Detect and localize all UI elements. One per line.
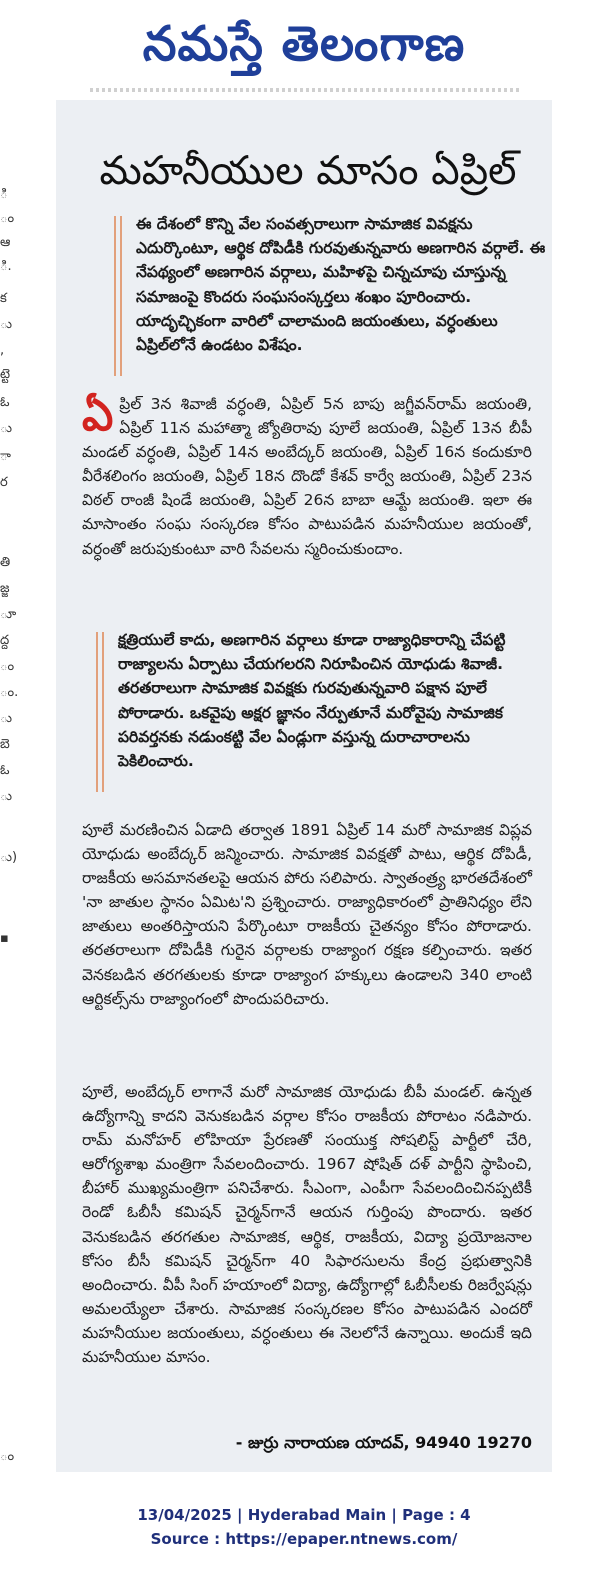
paragraph-text: పూలే, అంబేద్కర్ లాగానే మరో సామాజిక యోధుడు బీపీ మండల్. ఉన్నత ఉద్యోగాన్ని కాదని వెనుకబడిన వర్గాల కోసం రాజకీయ పోరాటం నడిపారు. రామ్ మనోహర్ లోహియా ప్రేరణతో సంయుక్త సోషలిస్ట్ పార్టీలో చేరి, ఆరోగ్యశాఖ మంత్రిగా సేవలందించారు. 1967 షోషిత్ దళ్ పార్టీని స్థాపించి, బీహార్ ముఖ్యమంత్రిగా పనిచేశారు. సీఎంగా, ఎంపీగా సేవలందించినప్పటికీ రెండో ఓబీసీ కమిషన్ చైర్మన్‌గానే ఆయన గుర్తింపు పొందారు. ఇతర వెనుకబడిన తరగతుల సామాజిక, ఆర్థిక, రాజకీయ, విద్యా ప్రయోజనాల కోసం బీసీ కమిషన్ చైర్మన్‌గా 40 సిఫారసులను కేంద్ర ప్రభుత్వానికి అందించారు. వీపీ సింగ్ హయాంలో విద్యా, ఉద్యోగాల్లో ఓబీసీలకు రిజర్వేషన్లు అమలయ్యేలా చేశారు. సామాజిక సంస్కరణల కోసం పాటుపడిన ఎందరో మహనీయుల జయంతులు, వర్ధంతులు ఈ నెలలోనే ఉన్నాయి. అందుకే ఇది మహనీయుల మాసం. (82, 1083, 532, 1367)
fragment-text: ం. (0, 685, 19, 700)
pull-quote-shivaji (92, 628, 550, 798)
pull-quote-intro (110, 212, 548, 382)
drop-cap: ఏ (82, 390, 114, 441)
adjacent-column-fragment (0, 95, 19, 1495)
fragment-text: క (0, 291, 7, 306)
fragment-text: తి (0, 555, 11, 570)
author-byline: - జుర్రు నారాయణ యాదవ్, 94940 19270 (235, 1433, 532, 1452)
fragment-text: ం (0, 1449, 15, 1464)
fragment-text: ి (0, 187, 8, 202)
masthead-divider (90, 88, 520, 92)
fragment-text: జ్జ (0, 581, 10, 596)
fragment-text: ఓ (0, 395, 10, 410)
fragment-text: ట్టె (0, 367, 11, 382)
fragment-text: ూ (0, 607, 17, 622)
fragment-text: ు (0, 421, 13, 436)
fragment-text: ఓ (0, 763, 10, 778)
fragment-text: బె (0, 737, 10, 752)
pull-quote-text: క్షత్రియులే కాదు, అణగారిన వర్గాలు కూడా రాజ్యాధికారాన్ని చేపట్టి రాజ్యాలను ఏర్పాటు చేయగలరని నిరూపించిన యోధుడు శివాజీ. తరతరాలుగా సామాజిక వివక్షకు గురవుతున్నవారి పక్షాన పూలే పోరాడారు. ఒకవైపు అక్షర జ్ఞానం నేర్పుతూనే మరోవైపు సామాజిక పరివర్తనకు నడుంకట్టి వేల ఏండ్లుగా వస్తున్న దురాచారాలను పెకిలించారు. (118, 631, 506, 771)
article-headline: మహనీయుల మాసం ఏప్రిల్ (99, 148, 517, 194)
quote-bar (114, 216, 122, 376)
fragment-text: ం (0, 211, 15, 226)
fragment-text: ర (0, 475, 8, 490)
edition-info: 13/04/2025 | Hyderabad Main | Page : 4 (137, 1506, 471, 1524)
newspaper-masthead: నమస్తే తెలంగాణ (142, 16, 466, 72)
paragraph-text: ప్రిల్ 3న శివాజీ వర్ధంతి, ఏప్రిల్ 5న బాపు జగ్జీవన్‌రామ్ జయంతి, ఏప్రిల్ 11న మహాత్మా జ్యోతిరావు పూలే జయంతి, ఏప్రిల్ 13న బీపీ మండల్ వర్ధంతి, ఏప్రిల్ 14న అంబేద్కర్ జయంతి, ఏప్రిల్ 16న కందుకూరి వీరేశలింగం జయంతి, ఏప్రిల్ 18న దొండో కేశవ్ కార్వే జయంతి, ఏప్రిల్ 23న విఠల్ రాంజీ షిండే జయంతి, ఏప్రిల్ 26న బాబా ఆమ్టే జయంతి. ఇలా ఈ మాసాంతం సంఘ సంస్కరణ కోసం పాటుపడిన మహనీయుల జయంతో, వర్ధంతో జరుపుకుంటూ వారి సేవలను స్మరించుకుందాం. (82, 395, 532, 558)
fragment-text: ▪ (0, 931, 9, 946)
article-paragraph-2 (82, 818, 532, 1058)
article-paragraph-3 (82, 1080, 532, 1426)
source-url: Source : https://epaper.ntnews.com/ (150, 1530, 458, 1548)
fragment-text: ద్ద (0, 633, 10, 648)
fragment-text: ు) (0, 850, 18, 865)
quote-bar (96, 632, 104, 792)
fragment-text: ం (0, 659, 15, 674)
fragment-text: ు (0, 789, 13, 804)
fragment-text: ు (0, 711, 13, 726)
paragraph-text: పూలే మరణించిన ఏడాది తర్వాత 1891 ఏప్రిల్ 14 మరో సామాజిక విప్లవ యోధుడు అంబేద్కర్ జన్మించారు. సామాజిక వివక్షతో పాటు, ఆర్థిక దోపిడీ, రాజకీయ అసమానతలపై ఆయన పోరు సలిపారు. స్వాతంత్ర్య భారతదేశంలో 'నా జాతుల స్థానం ఏమిట'ని ప్రశ్నించారు. రాజ్యాధికారంలో ప్రాతినిధ్యం లేని జాతులు అంతరిస్తాయని పేర్కొంటూ రాజకీయ చైతన్యం కోసం పోరాడారు. తరతరాలుగా దోపిడీకి గురైన వర్గాలకు రాజ్యాంగ రక్షణ కల్పించారు. ఇతర వెనకబడిన తరగతులకు కూడా రాజ్యాంగ హక్కులు ఉండాలని 340 లాంటి ఆర్టికల్స్‌ను రాజ్యాంగంలో పొందుపరిచారు. (82, 821, 532, 1008)
fragment-text: ి. (0, 259, 12, 274)
fragment-text: ు (0, 317, 13, 332)
article-paragraph-1 (82, 392, 532, 614)
fragment-text: , (0, 343, 5, 358)
fragment-text: ా (0, 449, 11, 464)
fragment-text: ఆ (0, 235, 11, 250)
pull-quote-text: ఈ దేశంలో కొన్ని వేల సంవత్సరాలుగా సామాజిక వివక్షను ఎదుర్కొంటూ, ఆర్థిక దోపిడీకి గురవుతున్నవారు అణగారిన వర్గాలే. ఈ నేపథ్యంలో అణగారిన వర్గాలు, మహిళపై చిన్నచూపు చూస్తున్న సమాజంపై కొందరు సంఘసంస్కర్తలు శంఖం పూరించారు. యాదృచ్ఛికంగా వారిలో చాలామంది జయంతులు, వర్ధంతులు ఏప్రిల్‌లోనే ఉండటం విశేషం. (136, 215, 546, 355)
